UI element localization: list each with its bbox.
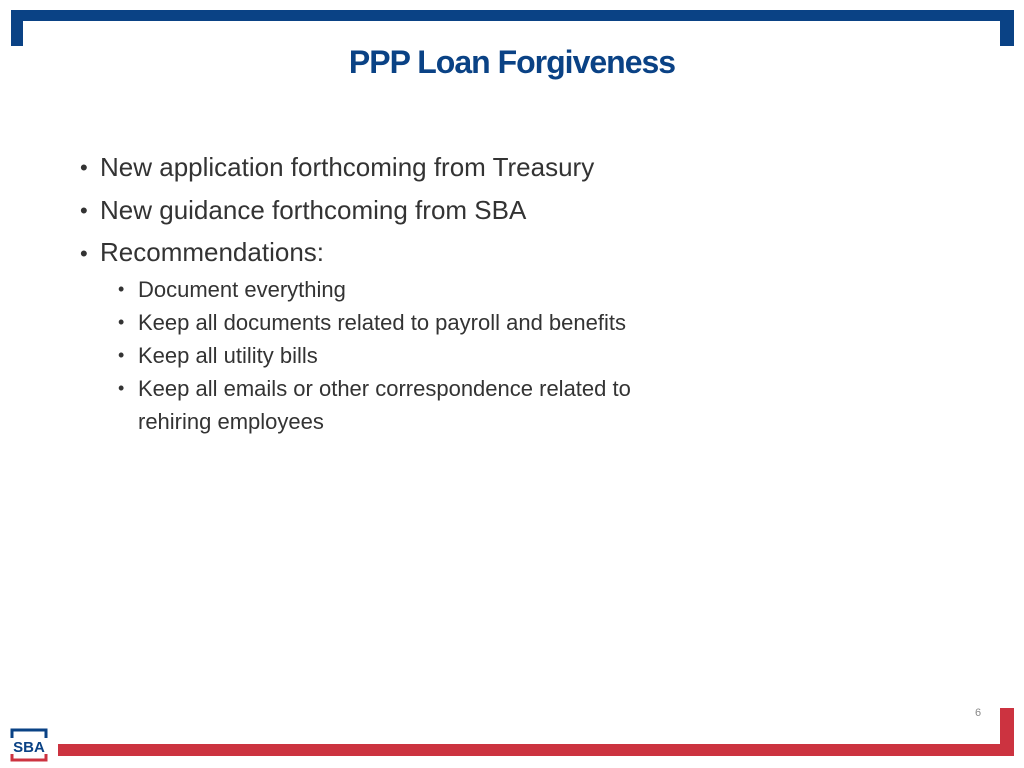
- sub-bullet-item: [118, 306, 698, 339]
- sba-logo: [8, 726, 50, 762]
- bottom-frame-bar: [58, 744, 1014, 756]
- bullet-list: [80, 146, 980, 438]
- page-number: 6: [974, 707, 982, 719]
- bullet-text: New guidance forthcoming from SBA: [100, 195, 527, 225]
- sub-bullet-icon: •: [118, 312, 125, 332]
- top-left-frame-corner: [11, 10, 23, 46]
- recommendations-label: Recommendations:: [100, 237, 324, 267]
- bullet-item: [80, 189, 980, 232]
- bullet-item: [80, 146, 980, 189]
- recommendations-list: [118, 273, 980, 438]
- bullet-item-recommendations: [80, 232, 980, 438]
- top-right-frame-corner: [1000, 10, 1014, 46]
- sub-bullet-item: [118, 372, 658, 438]
- sub-bullet-icon: •: [118, 345, 125, 365]
- sba-logo-text: SBA: [13, 739, 45, 756]
- sub-bullet-text: Document everything: [138, 277, 346, 302]
- bullet-list-container: [80, 146, 980, 438]
- bullet-text: New application forthcoming from Treasury: [100, 152, 595, 182]
- sub-bullet-item: [118, 339, 698, 372]
- bullet-icon: •: [80, 198, 88, 223]
- sub-bullet-icon: •: [118, 378, 125, 398]
- bullet-icon: •: [80, 155, 88, 180]
- sub-bullet-text: Keep all utility bills: [138, 343, 318, 368]
- bullet-icon: •: [80, 241, 88, 266]
- sub-bullet-text: Keep all emails or other correspondence related to rehiring employees: [138, 376, 631, 434]
- sub-bullet-item: [118, 273, 698, 306]
- top-frame-bar: [11, 10, 1014, 21]
- sub-bullet-text: Keep all documents related to payroll and benefits: [138, 310, 626, 335]
- sub-bullet-icon: •: [118, 279, 125, 299]
- slide-title: PPP Loan Forgiveness: [348, 44, 676, 80]
